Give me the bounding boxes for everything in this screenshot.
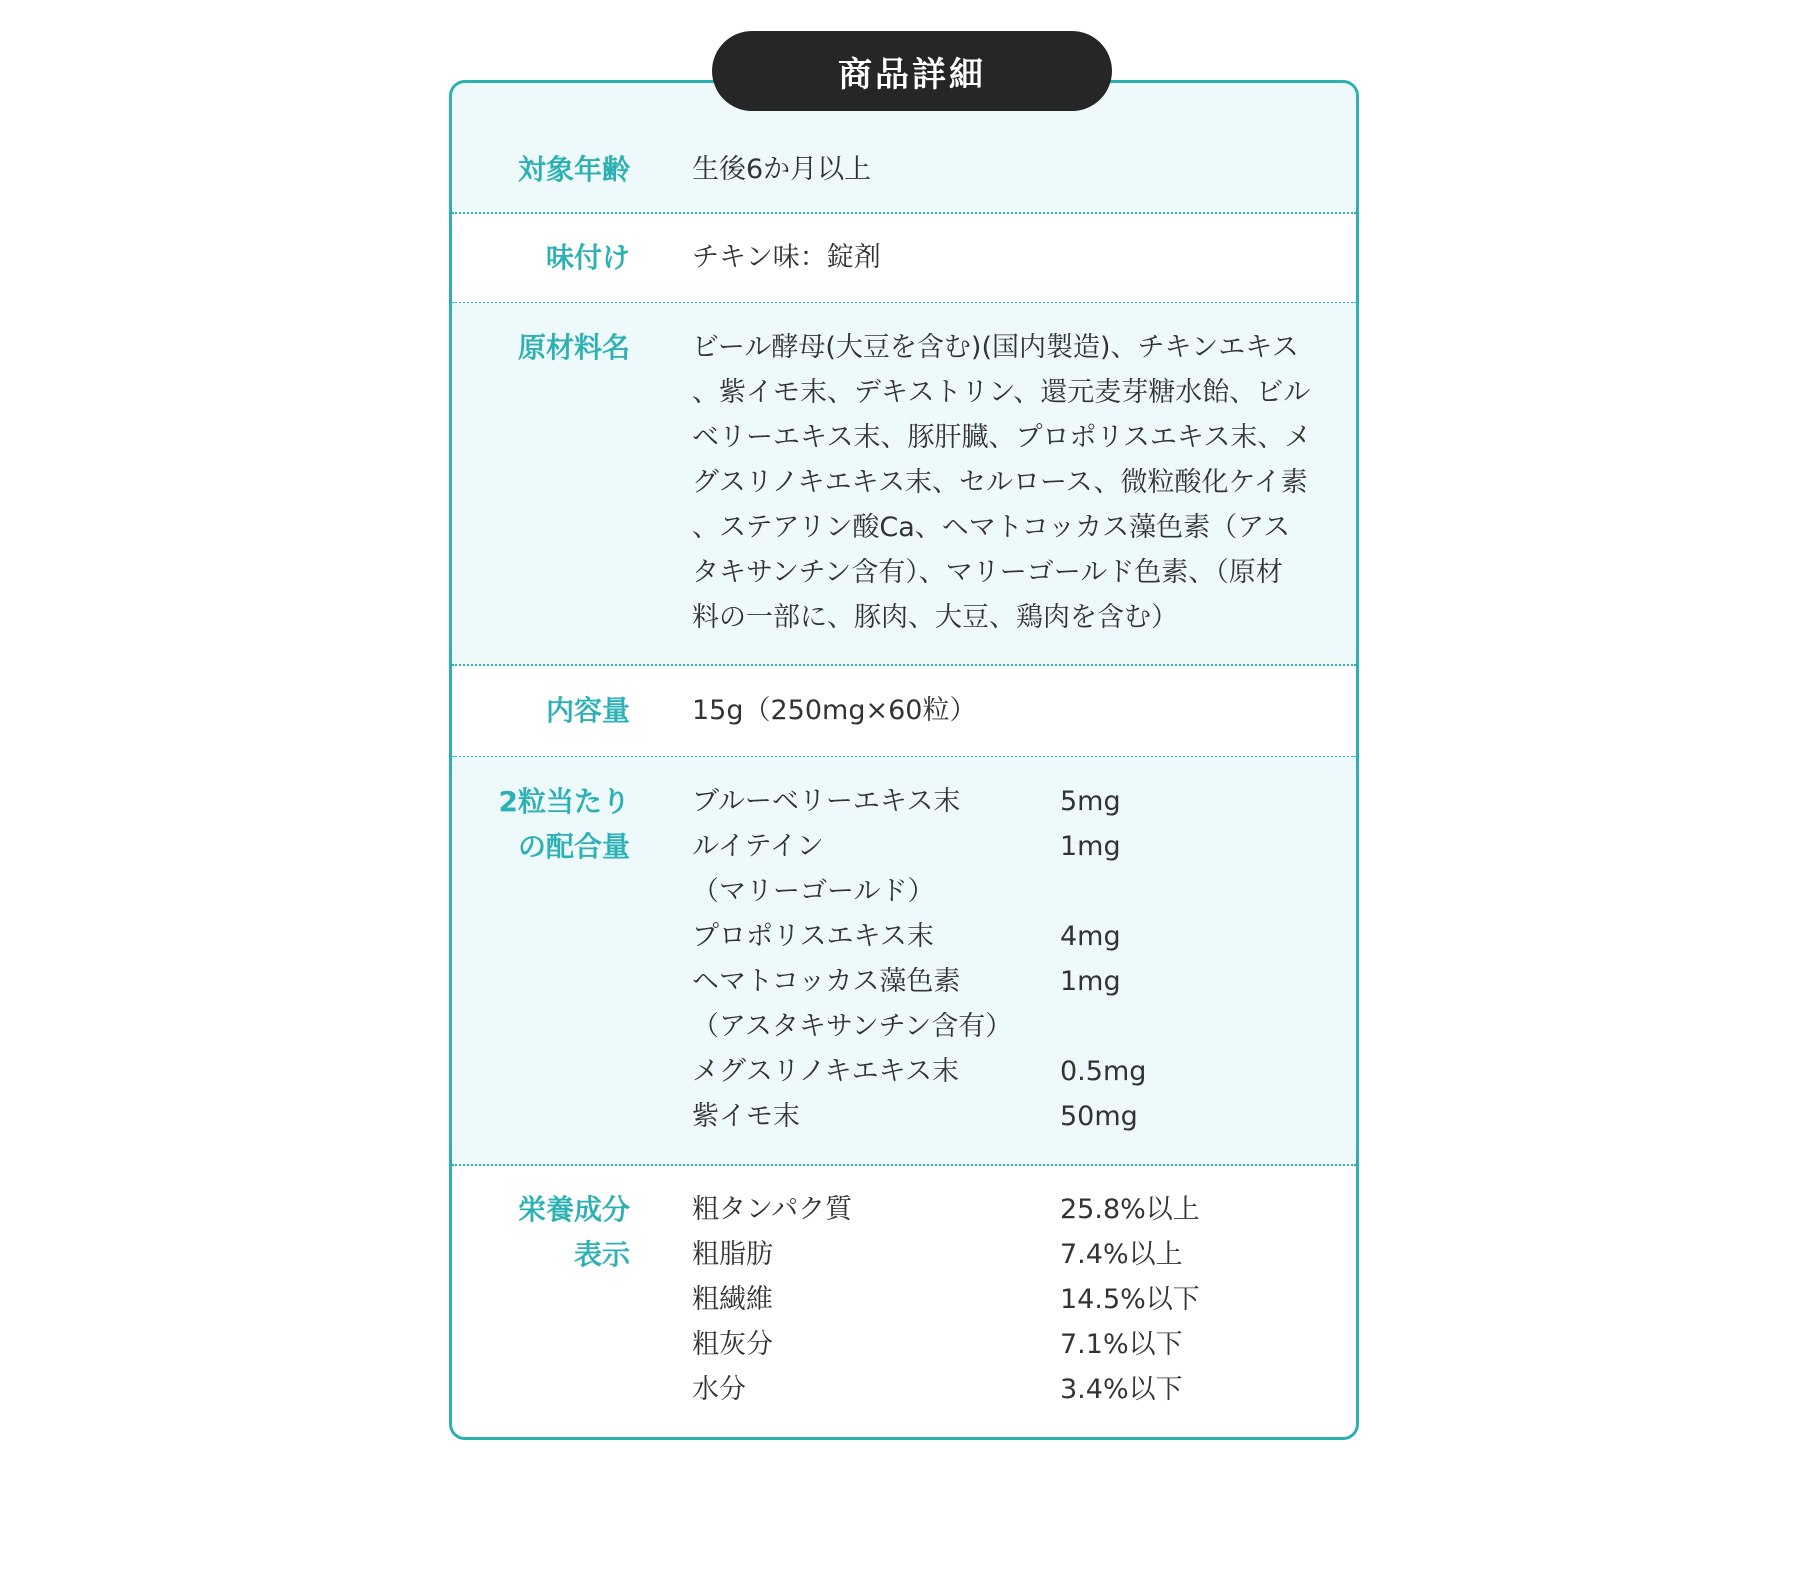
composition-item-amount: 50mg [1060, 1101, 1138, 1132]
composition-item-amount: 1mg [1060, 831, 1121, 862]
label-composition-line: 2粒当たり [498, 785, 630, 818]
nutrition-item-amount: 14.5%以下 [1060, 1284, 1200, 1315]
nutrition-list [692, 1187, 1292, 1412]
composition-list [692, 779, 1292, 1139]
composition-item-name: プロポリスエキス末 [692, 921, 934, 952]
label-composition-line: の配合量 [517, 830, 630, 863]
composition-item [692, 959, 1292, 1004]
ingredients-line: タキサンチン含有）、マリーゴールド色素、（原材 [692, 557, 1283, 588]
composition-item [692, 1004, 1292, 1049]
nutrition-item-amount: 7.1%以下 [1060, 1329, 1183, 1360]
label-nutrition [518, 1187, 630, 1277]
label-ingredients: 原材料名 [517, 331, 630, 364]
nutrition-item-name: 水分 [692, 1374, 746, 1405]
composition-item-name: ヘマトコッカス藻色素 [692, 966, 961, 997]
ingredients-line: 、紫イモ末、デキストリン、還元麦芽糖水飴、ビル [692, 377, 1311, 408]
nutrition-item [692, 1187, 1292, 1232]
composition-item [692, 1094, 1292, 1139]
nutrition-item-amount: 3.4%以下 [1060, 1374, 1183, 1405]
label-nutrition-line: 栄養成分 [517, 1193, 630, 1226]
value-content-amount: 15g（250mg×60粒） [692, 695, 977, 726]
composition-item-amount: 0.5mg [1060, 1056, 1147, 1087]
composition-item-name: メグスリノキエキス末 [692, 1056, 960, 1087]
label-composition [499, 779, 630, 869]
composition-item-name: （アスタキサンチン含有） [692, 1011, 1013, 1042]
value-ingredients [692, 325, 1322, 640]
composition-item-name: 紫イモ末 [692, 1101, 800, 1132]
ingredients-line: ベリーエキス末、豚肝臓、プロポリスエキス末、メ [692, 422, 1312, 453]
composition-item-name: （マリーゴールド） [692, 876, 935, 907]
label-target-age: 対象年齢 [517, 153, 630, 186]
row-content-amount [452, 665, 1356, 757]
nutrition-item [692, 1277, 1292, 1322]
ingredients-line: グスリノキエキス末、セルロース、微粒酸化ケイ素 [692, 467, 1308, 498]
composition-item [692, 914, 1292, 959]
composition-item-amount: 4mg [1060, 921, 1121, 952]
composition-item [692, 824, 1292, 869]
label-content-amount: 内容量 [545, 694, 630, 727]
product-details-card [449, 80, 1359, 1440]
row-composition [452, 757, 1356, 1165]
nutrition-item-amount: 7.4%以上 [1060, 1239, 1183, 1270]
composition-item [692, 869, 1292, 914]
ingredients-line: 料の一部に、豚肉、大豆、鶏肉を含む） [692, 602, 1178, 633]
label-nutrition-line: 表示 [573, 1238, 630, 1271]
ingredients-line: 、ステアリン酸Ca、ヘマトコッカス藻色素（アス [692, 512, 1291, 543]
composition-item-amount: 1mg [1060, 966, 1121, 997]
nutrition-item-name: 粗繊維 [692, 1284, 773, 1315]
composition-item-name: ブルーベリーエキス末 [692, 786, 961, 817]
nutrition-item-name: 粗脂肪 [692, 1239, 773, 1270]
composition-item-amount: 5mg [1060, 786, 1121, 817]
composition-item [692, 779, 1292, 824]
nutrition-item-name: 粗灰分 [692, 1329, 773, 1360]
label-flavor: 味付け [545, 241, 630, 274]
nutrition-item [692, 1367, 1292, 1412]
nutrition-item-name: 粗タンパク質 [692, 1194, 853, 1225]
row-ingredients [452, 303, 1356, 665]
composition-item [692, 1049, 1292, 1094]
row-flavor [452, 213, 1356, 303]
value-target-age: 生後6か月以上 [692, 154, 872, 185]
value-flavor: チキン味：錠剤 [692, 242, 881, 273]
row-nutrition [452, 1165, 1356, 1440]
ingredients-line: ビール酵母(大豆を含む)(国内製造)、チキンエキス [692, 332, 1299, 363]
nutrition-item [692, 1322, 1292, 1367]
nutrition-item-amount: 25.8%以上 [1060, 1194, 1200, 1225]
section-title: 商品詳細 [712, 31, 1112, 111]
composition-item-name: ルイテイン [692, 831, 824, 862]
nutrition-item [692, 1232, 1292, 1277]
